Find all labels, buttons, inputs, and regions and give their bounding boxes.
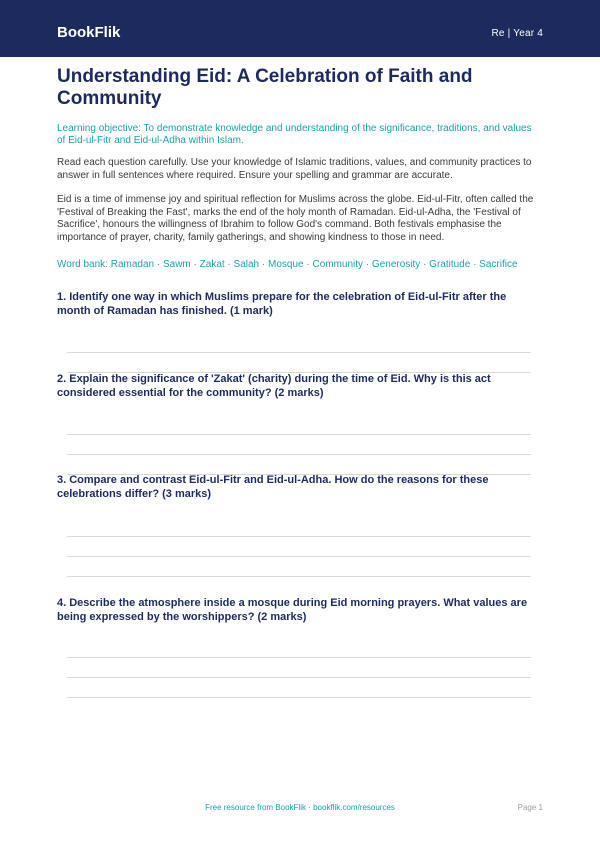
answer-line[interactable] xyxy=(67,576,531,577)
header-bar xyxy=(0,0,600,57)
page-number: Page 1 xyxy=(517,803,543,812)
learning-objective: Learning objective: To demonstrate knowledge and understanding of the significance, traditions, and values of Eid-ul-Fitr and Eid-ul-Adha within Islam. xyxy=(57,123,532,146)
question-2: 2. Explain the significance of 'Zakat' (charity) during the time of Eid. Why is this act considered essential for the community? (2 marks) xyxy=(57,373,491,399)
intro-text: Eid is a time of immense joy and spiritual reflection for Muslims across the globe. Eid-ul-Fitr, often called the 'Festival of Breaking the Fast', marks the end of the holy month of Ramadan. Eid-ul-Adha, the 'Festival of Sacrifice', honours the willingness of Ibrahim to follow God's command. Both festivals emphasise the importance of prayer, charity, family gatherings, and showing kindness to those in need. xyxy=(57,194,534,243)
answer-line[interactable] xyxy=(67,352,531,353)
answer-line[interactable] xyxy=(67,657,531,658)
worksheet-title: Understanding Eid: A Celebration of Faith and Community xyxy=(57,66,473,109)
question-1: 1. Identify one way in which Muslims prepare for the celebration of Eid-ul-Fitr after the month of Ramadan has finished. (1 mark) xyxy=(57,291,507,317)
answer-line[interactable] xyxy=(67,556,531,557)
answer-line[interactable] xyxy=(67,677,531,678)
answer-line[interactable] xyxy=(67,434,531,435)
answer-line[interactable] xyxy=(67,536,531,537)
question-4: 4. Describe the atmosphere inside a mosque during Eid morning prayers. What values are being expressed by the worshippers? (2 marks) xyxy=(57,597,528,623)
question-3: 3. Compare and contrast Eid-ul-Fitr and Eid-ul-Adha. How do the reasons for these celebrations differ? (3 marks) xyxy=(57,474,489,500)
instructions-text: Read each question carefully. Use your knowledge of Islamic traditions, values, and community practices to answer in full sentences where required. Ensure your spelling and grammar are accurate. xyxy=(57,157,532,181)
footer-credit[interactable]: Free resource from BookFlik · bookflik.com/resources xyxy=(205,803,395,812)
subject-year-label: Re | Year 4 xyxy=(491,28,543,39)
word-bank: Word bank: Ramadan · Sawm · Zakat · Salah · Mosque · Community · Generosity · Gratitude · Sacrifice xyxy=(57,259,518,270)
answer-line[interactable] xyxy=(67,697,531,698)
brand-logo[interactable]: BookFlik xyxy=(57,24,121,41)
answer-line[interactable] xyxy=(67,454,531,455)
